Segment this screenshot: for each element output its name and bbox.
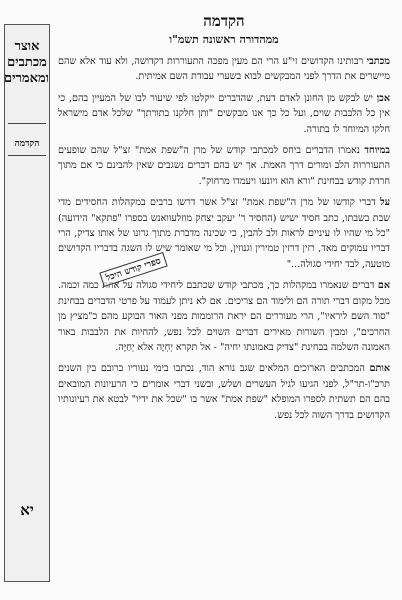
paragraph-lead-word: במיוחד [364,145,390,157]
side-tab-heading-line: אוצר [14,39,40,54]
paragraph [58,278,390,355]
side-tab-divider [8,155,46,156]
paragraph [58,91,390,137]
library-stamp: ספרי קודש היכל [99,252,167,287]
paragraph-text: יש לבקש מן החונן לאדם דעת, שהדברים ייקלטו לפי שיעור לבו של המעיין בהם, כי אין כל הלבבות שוים, ועל כל כך אנו מבקשים "ותן חלקנו בתורתך" שלכל אדם מישראל חלקו המיוחד לו בתורה. [58,92,390,135]
paragraph-text: רבותינו הקדושים זי"ע הרי הם מעין מפכה התעוררות דקדושה, ולא עוד אלא שהם מיישרים את הדרך לפני המבקשים לבוא בשערי עבודת השם אמיתית. [58,56,390,83]
paragraph-lead-word: אותם [369,363,390,375]
side-tab-heading-line: מכתבים [7,55,47,70]
paragraph-text: המכתבים הארוכים המלאים שגב נורא הוד, נכתבו בימי נעוריו ברובם בין השנים תרכ"ו-תר"ל, לפני הגיעו לגיל העשרים ושלש, ובשני דברי אומרים כי הרעיונות המובאים בהם הם תשתית לספרו המופלא "שפת אמת" אשר בו "שכל את ידיו" לבטא את רעיונותיו הקדושים בדרך השוה לכל נפש. [58,363,390,421]
page-body [58,10,390,596]
side-tab-section: הקדמה [14,139,40,149]
paragraph-text: דברים שנאמרו במקהלות כך, מכתבי קודש שכתבם ליחידי סגולה על אחת כמה וכמה. מכל מקום דברי תורה הם ולימוד הם צריכים. אם לא ניתן לעמוד על פרטי הדברים בבחינת "סוד השם ליראיו", הרי מעוררים הם יראת הרוממות מפני האור הבוקע מהם כ"מציץ מן החרכים", ומבין השורות מאירים דברים השוים לכל נפש, להחיות את הלבבות באור האמונה השלמה בבחינת "צדיק באמונתו יחיה" - אל תקרא יְחְיֶה אלא יְחַיֶּה. [58,280,390,353]
paragraph [58,143,390,189]
paragraph [58,54,390,85]
paragraph-text: דברי קודשו של מרן ה"שפת אמת" זצ"ל אשר דרשו ברבים במקהלות החסידים מדי שבת בשבתו, כתב חסיד ישיש (החסיד ר' יעקב יצחק מוזלעוואנש בספרו "פתקא" הידועה) "כל מי שהיו לו עיניים לראות ולב להבין, כי שכינה מדברת מתוך גרונו של אותו צדיק, הרי דבריו עמוקים מאד, רזין דרזין טמירין וגנוזין, וכל מי שאומר שיש לו השגה בדבריו הקדושים מוטעה, לבד יחידי סגולה..." [58,197,390,270]
side-tab-heading-line: ומאמרים [4,71,49,86]
paragraph [58,361,390,423]
side-tab-heading [5,39,49,87]
page-number: יא [20,501,34,519]
paragraph-lead-word: מכתבי [366,56,390,67]
page-subtitle: ממהדורה ראשונה תשמ"ו [169,33,279,46]
paragraph-text: נאמרו הדברים ביחס למכתבי קודש של מרן ה"שפת אמת" זצ"ל שהם שופעים התעוררות הלב ומורים דרך האמת. אך יש בהם דברים נשגבים שאין להבינם כי אם מתוך חרדת קודש בבחינת "ורא הוא ויונעו ויעמדו מרחוק". [58,145,390,187]
paragraph-lead-word: אם [377,280,390,292]
paragraph-lead-word: על [380,197,390,209]
side-index-tab [4,24,50,582]
side-tab-divider [8,123,46,124]
paragraph-lead-word: אכן [376,92,390,104]
paragraph [58,195,390,272]
page-title: הקדמה [203,12,245,30]
